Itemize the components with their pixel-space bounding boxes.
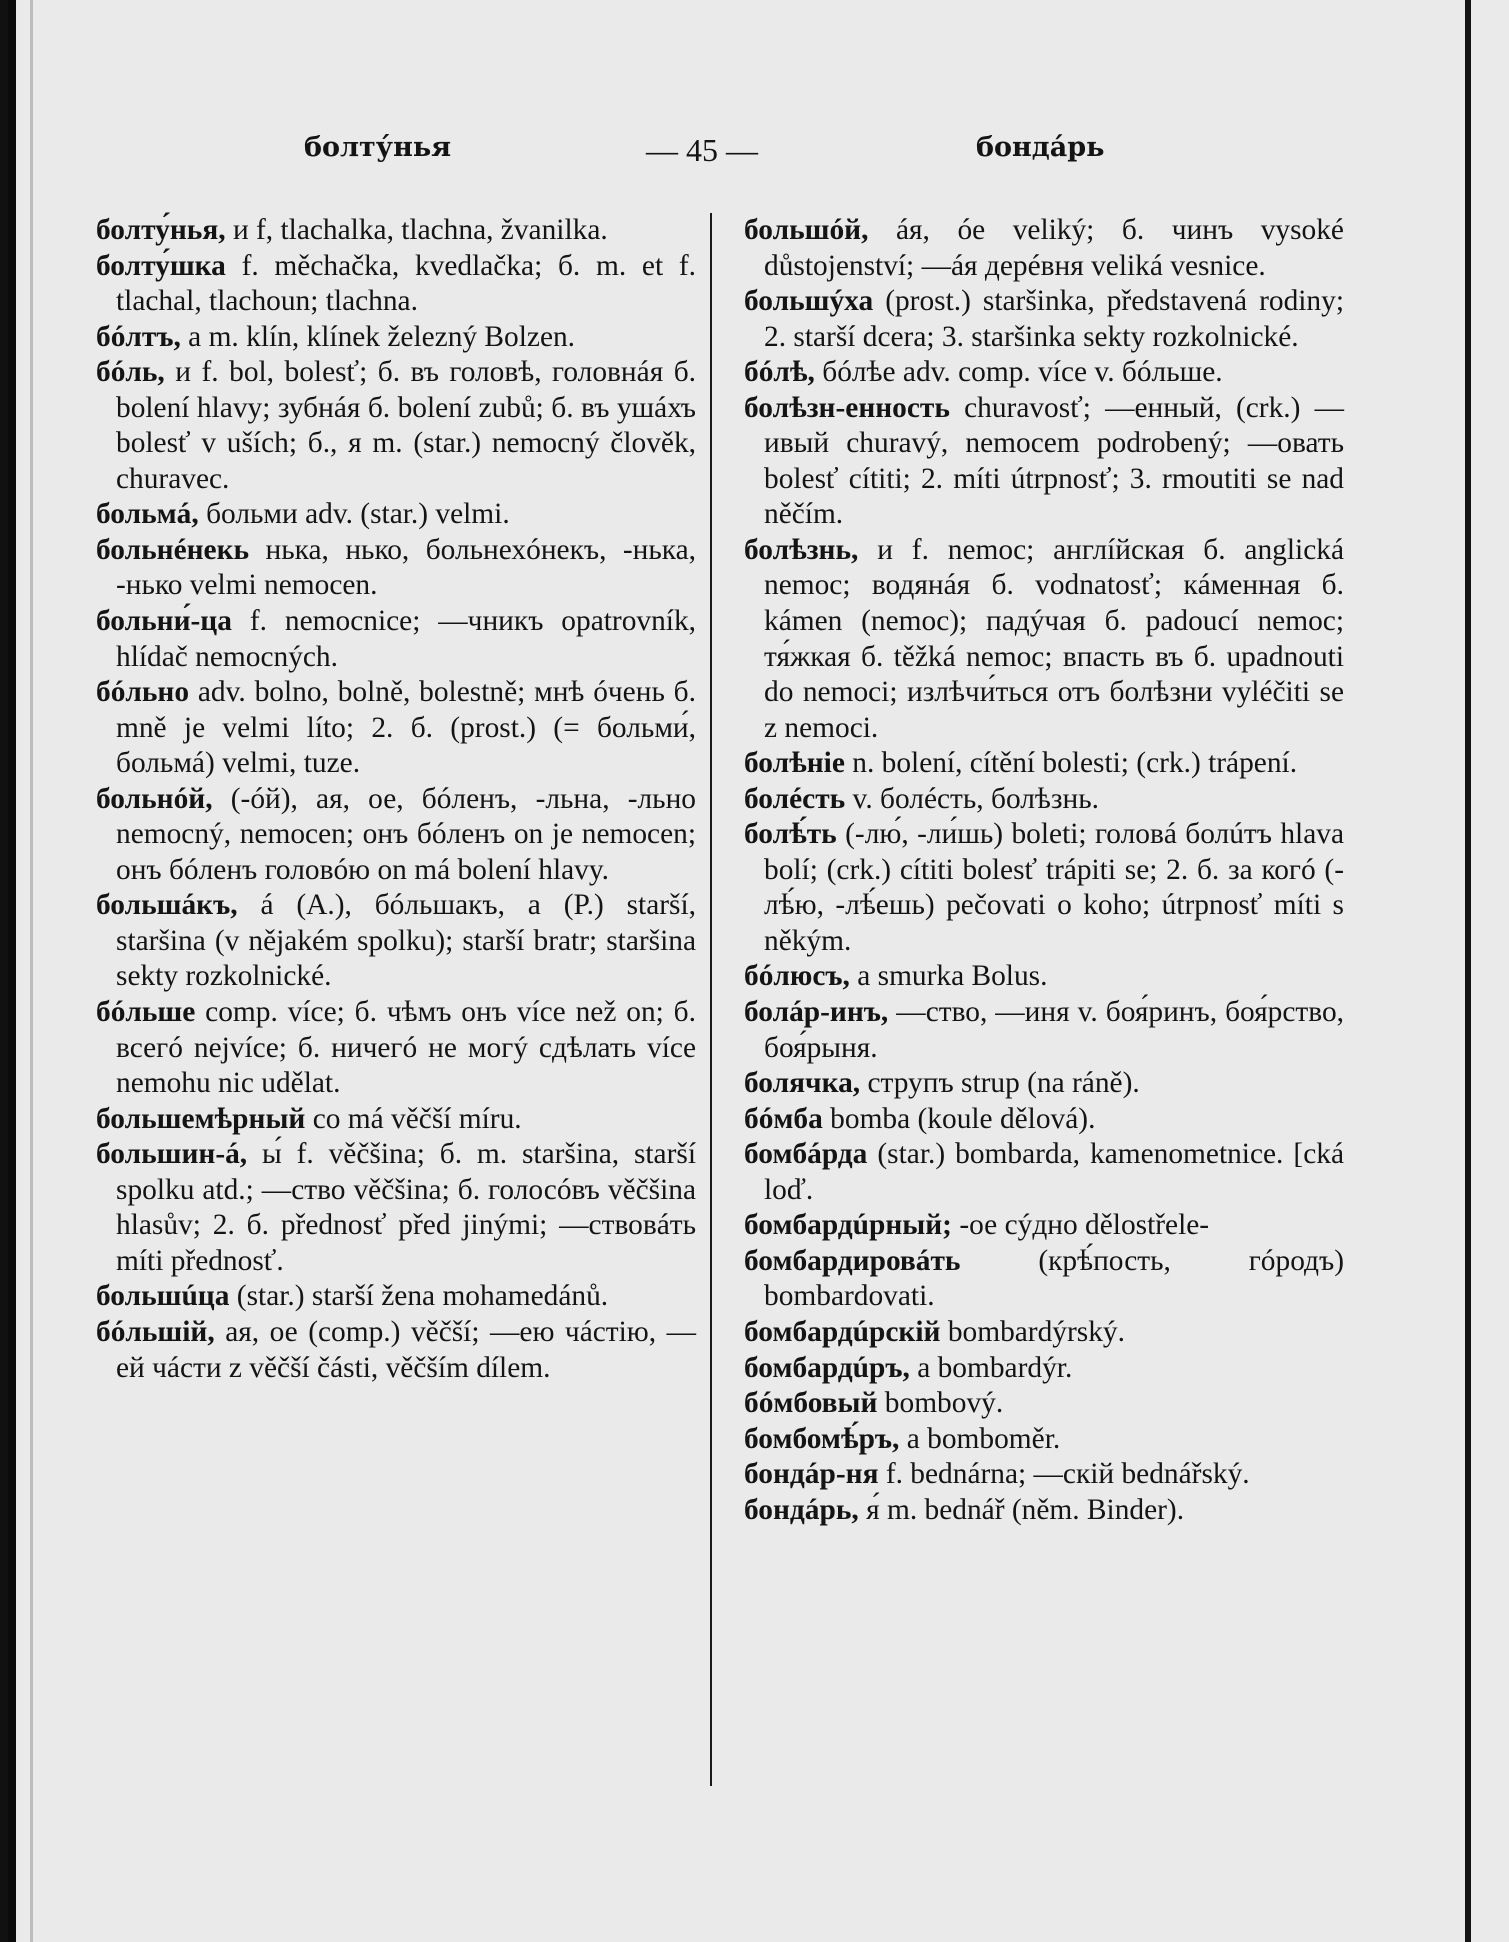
dictionary-entry xyxy=(744,1208,1344,1244)
entry-headword: болáр-инъ, xyxy=(744,996,889,1029)
running-header xyxy=(16,132,1509,172)
entry-headword: бóльно xyxy=(96,676,190,709)
entry-headword: бомбáрда xyxy=(744,1138,868,1171)
entry-headword: большáкъ, xyxy=(96,889,238,922)
dictionary-entry xyxy=(744,1137,1344,1208)
entry-headword: болячка, xyxy=(744,1067,861,1100)
entry-headword: болту́нья, xyxy=(96,214,226,246)
dictionary-entry xyxy=(744,391,1344,533)
dictionary-entry xyxy=(96,1102,696,1138)
dictionary-entry xyxy=(96,888,696,995)
dictionary-entry xyxy=(96,355,696,497)
dictionary-entry xyxy=(744,746,1344,782)
entry-definition: —ство, —иня v. боя́ринъ, боя́рство, боя́рыня. xyxy=(764,996,1344,1064)
entry-definition: bomba (koule dělová). xyxy=(830,1102,1096,1135)
guide-word-last: бондáрь xyxy=(976,132,1105,163)
entry-headword: бондáрь, xyxy=(744,1493,859,1526)
entry-definition: a m. klín, klínek železný Bolzen. xyxy=(188,320,576,353)
dictionary-entry xyxy=(744,1351,1344,1387)
dictionary-entry xyxy=(96,782,696,889)
entry-definition: больми adv. (star.) velmi. xyxy=(206,498,510,531)
entry-headword: большин-á, xyxy=(96,1138,248,1171)
entry-definition: f. bednárna; —скій bednářský. xyxy=(885,1458,1250,1491)
entry-definition: co má věčší míru. xyxy=(312,1102,522,1135)
dictionary-entry xyxy=(744,1493,1344,1529)
entry-headword: бомбардúрный; xyxy=(744,1209,952,1242)
guide-word-first: болту́нья xyxy=(304,132,452,163)
dictionary-entry xyxy=(744,284,1344,355)
dictionary-entry xyxy=(744,1457,1344,1493)
left-column xyxy=(96,213,696,1386)
right-column xyxy=(744,213,1344,1528)
entry-definition: churavosť; —енный, (crk.) —ивый churavý, nemocem podrobený; —овать bolesť cítiti; 2. míti útrpnosť; 3. rmoutiti se nad něčím. xyxy=(764,391,1344,531)
page-gutter-line xyxy=(30,0,33,1942)
entry-headword: болѣнie xyxy=(744,747,845,780)
entry-headword: больнóй, xyxy=(96,782,213,815)
dictionary-entry xyxy=(744,1066,1344,1102)
dictionary-entry xyxy=(744,533,1344,746)
entry-headword: бóлтъ, xyxy=(96,320,181,353)
entry-definition: n. bolení, cítění bolesti; (crk.) trápení. xyxy=(852,747,1298,780)
entry-definition: нька, нько, больнехóнекъ, -нька, -нько velmi nemocen. xyxy=(116,533,696,602)
entry-headword: болту́шка xyxy=(96,249,226,282)
dictionary-entry xyxy=(96,497,696,533)
entry-definition: bombový. xyxy=(884,1387,1004,1420)
entry-definition: v. болéсть, болѣзнь. xyxy=(852,782,1099,815)
entry-definition: á (A.), бóльшакъ, a (P.) starší, staršina (v nějakém spolku); starší bratr; staršina sekty rozkolnické. xyxy=(116,889,696,993)
entry-headword: болѣзнь, xyxy=(744,533,859,566)
dictionary-entry xyxy=(96,249,696,320)
entry-headword: большúца xyxy=(96,1280,230,1313)
dictionary-page xyxy=(16,0,1509,1942)
entry-definition: бóлѣе adv. comp. více v. бóльше. xyxy=(822,356,1223,389)
dictionary-entry xyxy=(744,995,1344,1066)
dictionary-entry xyxy=(96,1137,696,1279)
entry-definition: a bombardýr. xyxy=(917,1351,1073,1384)
dictionary-entry xyxy=(96,533,696,604)
entry-headword: болѣзн-енность xyxy=(744,391,950,424)
entry-definition: (star.) bombarda, kamenometnice. [cká loď. xyxy=(764,1138,1344,1206)
column-divider xyxy=(710,213,712,1786)
entry-headword: болéсть xyxy=(744,782,846,815)
dictionary-entry xyxy=(744,817,1344,959)
entry-headword: больни́-ца xyxy=(96,605,232,638)
entry-definition: bombardýrský. xyxy=(947,1315,1125,1348)
dictionary-entry xyxy=(96,320,696,356)
entry-definition: я́ m. bednář (něm. Binder). xyxy=(866,1493,1185,1526)
entry-headword: бомбардúръ, xyxy=(744,1351,910,1384)
entry-definition: и f. nemoc; англíйская б. anglická nemoc; водянáя б. vodnatosť; кáменная б. kámen (nemoc); падýчая б. padoucí nemoc; тя́жкая б. těžká nemoc; впасть въ б. upadnouti do nemoci; излѣчи́ться отъ болѣзни vyléčiti se z nemoci. xyxy=(764,533,1344,744)
entry-definition: (prost.) staršinka, představená rodiny; 2. starší dcera; 3. staršinka sekty rozkolnické. xyxy=(764,285,1344,353)
entry-headword: большемѣрный xyxy=(96,1102,306,1135)
dictionary-entry xyxy=(744,1315,1344,1351)
dictionary-entry xyxy=(744,959,1344,995)
entry-definition: (star.) starší žena mohamedánů. xyxy=(236,1280,609,1313)
dictionary-entry xyxy=(96,604,696,675)
entry-definition: f. nemocnice; —чникъ opatrovník, hlídač nemocných. xyxy=(116,605,696,673)
entry-definition: comp. více; б. чѣмъ онъ více než on; б. всегó nejvíce; б. ничегó не могý сдѣлать více nemohu nic udělat. xyxy=(116,996,696,1100)
entry-headword: бомбардировáть xyxy=(744,1244,961,1277)
entry-headword: большóй, xyxy=(744,214,869,246)
entry-headword: болѣ́ть xyxy=(744,818,837,851)
dictionary-entry xyxy=(96,1279,696,1315)
entry-definition: струпъ strup (na ráně). xyxy=(867,1067,1140,1100)
entry-definition: (крѣ́пость, гóродъ) bombardovati. xyxy=(764,1244,1344,1313)
entry-headword: бóмба xyxy=(744,1102,823,1135)
dictionary-entry xyxy=(96,675,696,782)
dictionary-entry xyxy=(744,355,1344,391)
entry-definition: (-лю́, -ли́шь) boleti; головá болúтъ hlava bolí; (crk.) cítiti bolesť trápiti se; 2. б. за когó (-лѣ́ю, -лѣ́ешь) pečovati o koho; útrpnosť míti s někým. xyxy=(764,818,1344,957)
page-edge-shadow xyxy=(1465,0,1471,1942)
dictionary-entry xyxy=(744,1422,1344,1458)
entry-definition: (-óй), ая, ое, бóленъ, -льна, -льно nemocný, nemocen; онъ бóленъ on je nemocen; онъ бóленъ головóю on má bolení hlavy. xyxy=(116,782,697,886)
dictionary-entry xyxy=(744,1386,1344,1422)
entry-headword: бóльшій, xyxy=(96,1315,215,1348)
entry-headword: бóмбовый xyxy=(744,1387,878,1420)
dictionary-entry xyxy=(744,782,1344,818)
dictionary-entry xyxy=(96,1315,696,1386)
entry-definition: f. měchačka, kvedlačka; б. m. et f. tlachal, tlachoun; tlachna. xyxy=(116,249,696,318)
scan-border xyxy=(0,0,8,1942)
entry-definition: adv. bolno, bolně, bolestně; мнѣ óчень б. mně je velmi líto; 2. б. (prost.) (= больми́, больмá) velmi, tuze. xyxy=(116,676,696,780)
entry-headword: больнéнекь xyxy=(96,533,250,566)
entry-definition: a bomboměr. xyxy=(906,1422,1061,1455)
entry-headword: бондáр-ня xyxy=(744,1458,879,1491)
entry-headword: бóлѣ, xyxy=(744,356,815,389)
entry-headword: бóльше xyxy=(96,996,196,1029)
entry-headword: большýха xyxy=(744,285,874,318)
dictionary-entry xyxy=(744,1102,1344,1138)
entry-headword: больмá, xyxy=(96,498,199,531)
entry-definition: и f, tlachalka, tlachna, žvanilka. xyxy=(232,214,608,246)
page-number: — 45 — xyxy=(646,132,758,168)
entry-definition: ая, ое (comp.) věčší; —ею чáстію, —ей чáсти z věčší části, věčším dílem. xyxy=(116,1315,696,1384)
dictionary-entry xyxy=(96,995,696,1102)
entry-definition: и f. bol, bolesť; б. въ головѣ, головнáя б. bolení hlavy; зубнáя б. bolení zubů; б. въ ушáхъ bolesť v uších; б., я m. (star.) nemocný člověk, churavec. xyxy=(116,356,696,495)
entry-definition: a smurka Bolus. xyxy=(857,960,1048,993)
dictionary-entry xyxy=(96,213,696,249)
dictionary-entry xyxy=(744,213,1344,284)
entry-definition: ы́ f. věčšina; б. m. staršina, starší spolku atd.; —ство věčšina; б. голосóвъ věčšina hlasův; 2. б. přednosť před jinými; —ствовáть míti přednosť. xyxy=(116,1138,696,1277)
dictionary-entry xyxy=(744,1244,1344,1315)
entry-headword: бомбомѣ́ръ, xyxy=(744,1422,900,1455)
entry-headword: бомбардúрскій xyxy=(744,1315,941,1348)
entry-definition: áя, óе veliký; б. чинъ vysoké důstojenství; —áя дерéвня veliká vesnice. xyxy=(764,214,1344,282)
entry-definition: -ое сýдно dělostřele- xyxy=(959,1209,1210,1242)
entry-headword: бóль, xyxy=(96,356,165,389)
entry-headword: бóлюсъ, xyxy=(744,960,850,993)
